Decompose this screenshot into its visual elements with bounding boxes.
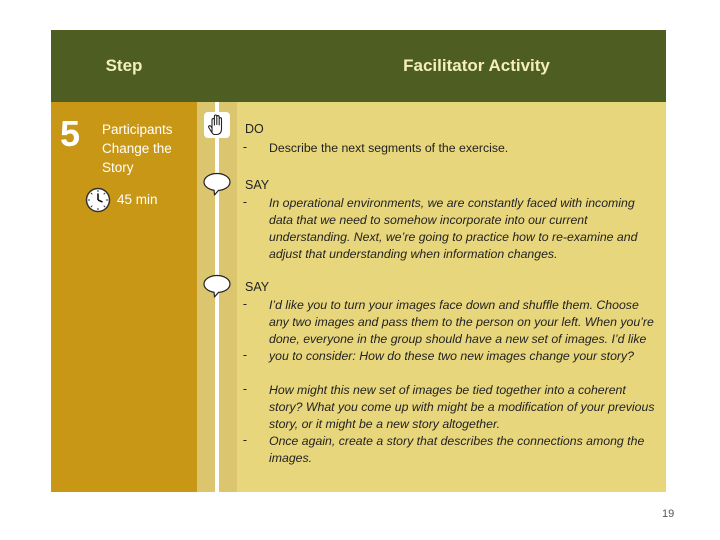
bullet-dash: - <box>242 297 248 311</box>
speech-bubble-icon <box>202 172 232 196</box>
say-item: I’d like you to turn your images face down and shuffle them. Choose any two images and pass them to the person on your left. When you’re done, everyone in the group should have a new set of images. I’d like you to consider: How do these two new images change your story? <box>269 298 654 363</box>
activity-content <box>237 102 666 492</box>
say-item: Once again, create a story that describes the connections among the images. <box>269 434 645 465</box>
bullet-dash: - <box>242 140 248 154</box>
timeline <box>197 102 237 492</box>
section-label-do: DO <box>245 122 264 136</box>
step-duration: 45 min <box>117 192 158 207</box>
section-label-say: SAY <box>245 280 270 294</box>
section-label-say: SAY <box>245 178 270 192</box>
activity-column-header: Facilitator Activity <box>403 56 550 75</box>
clock-icon <box>85 187 111 213</box>
bullet-dash: - <box>242 348 248 362</box>
do-item: Describe the next segments of the exercise. <box>269 141 509 155</box>
bullet-dash: - <box>242 382 248 396</box>
bullet-dash: - <box>242 195 248 209</box>
say-item: How might this new set of images be tied together into a coherent story? What you come up with might be a modification of your previous story, or it might be a new story altogether. <box>269 383 655 431</box>
table-header <box>51 30 666 102</box>
page-number: 19 <box>662 508 675 520</box>
bullet-dash: - <box>242 433 248 447</box>
say-item: In operational environments, we are constantly faced with incoming data that we need to somehow incorporate into our current understanding. Next, we’re going to practice how to re-examine and adjust that understanding when information changes. <box>269 196 638 261</box>
step-column-header: Step <box>105 56 143 75</box>
step-number: 5 <box>60 113 81 154</box>
step-column <box>51 102 197 492</box>
speech-bubble-icon <box>202 274 232 298</box>
step-title: Participants Change the Story <box>102 122 173 175</box>
hand-icon <box>203 111 231 139</box>
